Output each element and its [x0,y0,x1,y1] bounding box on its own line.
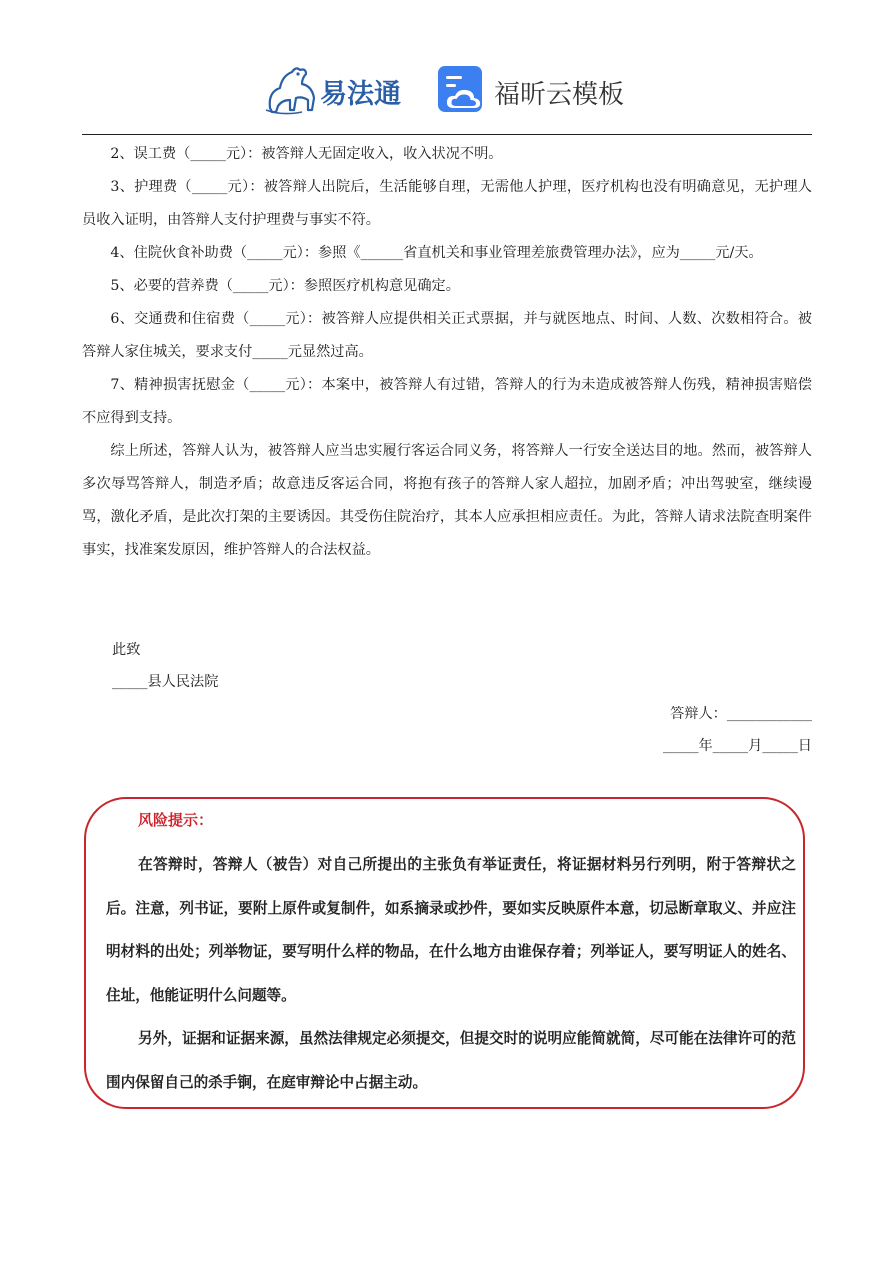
fuxin-template-logo [436,64,636,116]
signature-date: _____年_____月_____日 [663,738,812,754]
risk-body [106,843,796,1104]
risk-paragraph-strategy: 另外，证据和证据来源，虽然法律规定必须提交，但提交时的说明应能简就简，尽可能在法律许可的范围内保留自己的杀手锏，在庭审辩论中占据主动。 [106,1030,796,1091]
cloud-doc-icon [436,64,486,114]
paragraph-nursing-fee: 3、护理费（_____元）：被答辩人出院后，生活能够自理，无需他人护理，医疗机构也没有明确意见，无护理人员收入证明，由答辩人支付护理费与事实不符。 [82,179,812,228]
paragraph-mental-damages: 7、精神损害抚慰金（_____元）：本案中，被答辩人有过错，答辩人的行为未造成被答辩人伤残，精神损害赔偿不应得到支持。 [82,377,812,426]
paragraph-transport-lodging: 6、交通费和住宿费（_____元）：被答辩人应提供相关正式票据，并与就医地点、时间、人数、次数相符合。被答辩人家住城关，要求支付_____元显然过高。 [82,311,812,360]
page-header [0,58,893,120]
respondent-signature: 答辩人：____________ [670,706,812,722]
closing-block [82,634,812,698]
court-name: _____县人民法院 [112,674,219,690]
paragraph-conclusion: 综上所述，答辩人认为，被答辩人应当忠实履行客运合同义务，将答辩人一行安全送达目的地。然而，被答辩人多次辱骂答辩人，制造矛盾；故意违反客运合同，将抱有孩子的答辩人家人超拉，加剧矛盾；冲出驾驶室，继续谩骂，激化矛盾，是此次打架的主要诱因。其受伤住院治疗，其本人应承担相应责任。为此，答辩人请求法院查明案件事实，找准案发原因，维护答辩人的合法权益。 [82,443,812,558]
risk-notice-box [84,797,805,1109]
risk-title: 风险提示： [138,811,214,829]
salutation: 此致 [112,642,141,658]
document-body [82,138,812,567]
risk-paragraph-evidence: 在答辩时，答辩人（被告）对自己所提出的主张负有举证责任，将证据材料另行列明，附于答辩状之后。注意，列书证，要附上原件或复制件，如系摘录或抄件，要如实反映原件本意，切忌断章取义、并应注明材料的出处；列举物证，要写明什么样的物品，在什么地方由谁保存着；列举证人，要写明证人的姓名、住址，他能证明什么问题等。 [106,856,796,1004]
horse-icon [262,62,322,116]
header-divider [82,134,812,135]
paragraph-lost-wages: 2、误工费（_____元）：被答辩人无固定收入，收入状况不明。 [110,146,503,162]
logo1-text: 易法通 [320,79,401,110]
logo2-text: 福昕云模板 [494,80,625,110]
yifatong-logo [262,62,412,116]
paragraph-nutrition-fee: 5、必要的营养费（_____元）：参照医疗机构意见确定。 [110,278,460,294]
signature-block [663,698,812,762]
paragraph-meal-subsidy: 4、住院伙食补助费（_____元）：参照《______省直机关和事业管理差旅费管理办法》，应为_____元/天。 [110,245,763,261]
